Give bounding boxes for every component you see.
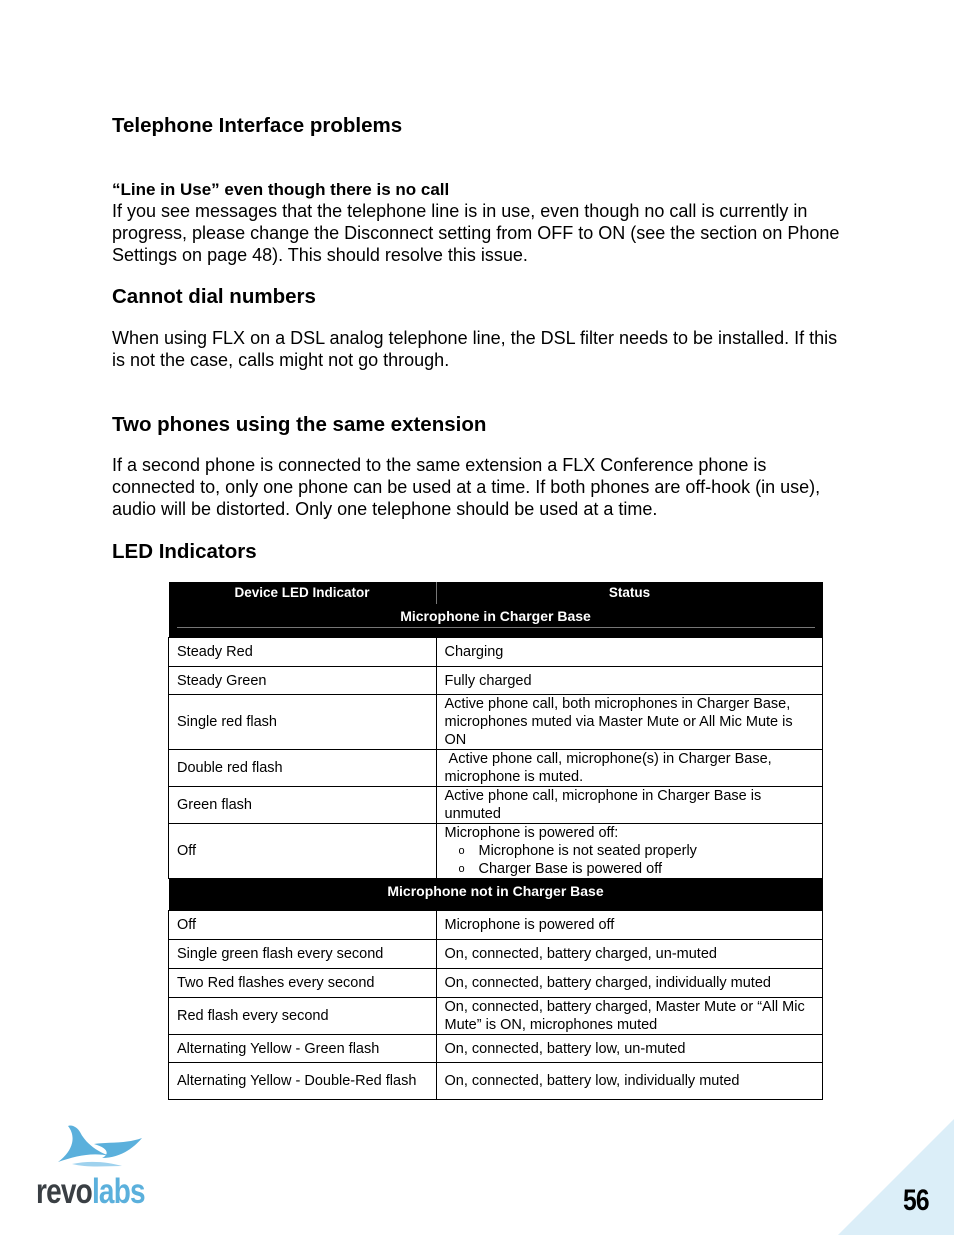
status-cell: Charging <box>436 638 823 667</box>
paragraph-line-in-use: If you see messages that the telephone line is in use, even though no call is currently in progress, please change the Disconnect setting from OFF to ON (see the section on Phone Settings on page 48). This should resolve this issue. <box>112 201 840 265</box>
indicator-cell: Two Red flashes every second <box>169 969 437 998</box>
table-row <box>169 940 823 969</box>
group-title-not-in-base: Microphone not in Charger Base <box>169 879 823 911</box>
status-cell: Fully charged <box>436 667 823 695</box>
page-corner-decoration <box>838 1119 954 1235</box>
status-bullet-list <box>445 842 815 878</box>
status-cell: On, connected, battery low, un-muted <box>436 1035 823 1063</box>
indicator-cell: Off <box>169 911 437 940</box>
status-cell: On, connected, battery charged, individually muted <box>436 969 823 998</box>
section-heading-telephone: Telephone Interface problems <box>112 114 403 137</box>
status-cell: On, connected, battery low, individually muted <box>436 1063 823 1100</box>
indicator-cell: Alternating Yellow - Double-Red flash <box>169 1063 437 1100</box>
indicator-cell: Steady Green <box>169 667 437 695</box>
status-text: Microphone is powered off: <box>444 825 619 841</box>
status-cell: On, connected, battery charged, un-muted <box>436 940 823 969</box>
table-header-row <box>169 582 823 604</box>
indicator-cell: Off <box>169 824 437 879</box>
paragraph-two-phones: If a second phone is connected to the same extension a FLX Conference phone is connected to, only one phone can be used at a time. If both phones are off-hook (in use), audio will be distorted. Only one telephone should be used at a time. <box>112 455 821 519</box>
indicator-cell: Double red flash <box>169 750 437 787</box>
indicator-cell: Alternating Yellow - Green flash <box>169 1035 437 1063</box>
status-bullet: o Charger Base is powered off <box>459 860 815 878</box>
table-row <box>169 750 823 787</box>
status-cell: Active phone call, microphone(s) in Charger Base, microphone is muted. <box>436 750 823 787</box>
indicator-cell: Steady Red <box>169 638 437 667</box>
paragraph-cannot-dial: When using FLX on a DSL analog telephone line, the DSL filter needs to be installed. If this is not the case, calls might not go through. <box>112 328 838 370</box>
table-row <box>169 787 823 824</box>
group-header-in-base <box>169 604 823 638</box>
indicator-cell: Green flash <box>169 787 437 824</box>
table-row <box>169 1035 823 1063</box>
section-heading-two-phones: Two phones using the same extension <box>112 413 487 436</box>
column-header-status: Status <box>436 582 823 604</box>
sub-heading-line-in-use: “Line in Use” even though there is no call <box>112 180 450 199</box>
table-row <box>169 667 823 695</box>
indicator-cell: Red flash every second <box>169 998 437 1035</box>
section-heading-cannot-dial: Cannot dial numbers <box>112 285 316 308</box>
logo-wordmark <box>36 1174 145 1210</box>
indicator-cell: Single red flash <box>169 695 437 750</box>
table-row <box>169 695 823 750</box>
status-cell <box>436 824 823 879</box>
table-row <box>169 1063 823 1100</box>
indicator-cell: Single green flash every second <box>169 940 437 969</box>
table-row <box>169 998 823 1035</box>
revolabs-logo <box>36 1122 156 1212</box>
section-heading-led: LED Indicators <box>112 540 257 563</box>
status-cell: On, connected, battery charged, Master Mute or “All Mic Mute” is ON, microphones muted <box>436 998 823 1035</box>
status-bullet: o Microphone is not seated properly <box>459 842 815 860</box>
group-title-in-base: Microphone in Charger Base <box>177 604 815 628</box>
led-indicator-table <box>168 582 823 1100</box>
table-row <box>169 824 823 879</box>
logo-text-revo: revo <box>36 1172 92 1211</box>
status-cell: Active phone call, both microphones in Charger Base, microphones muted via Master Mute or All Mic Mute is ON <box>436 695 823 750</box>
table-row <box>169 911 823 940</box>
table-row <box>169 969 823 998</box>
logo-text-labs: labs <box>91 1172 145 1211</box>
group-header-not-in-base <box>169 879 823 911</box>
status-cell: Active phone call, microphone in Charger Base is unmuted <box>436 787 823 824</box>
column-header-indicator: Device LED Indicator <box>169 582 437 604</box>
status-cell: Microphone is powered off <box>436 911 823 940</box>
table-row <box>169 638 823 667</box>
page-number: 56 <box>903 1184 929 1217</box>
